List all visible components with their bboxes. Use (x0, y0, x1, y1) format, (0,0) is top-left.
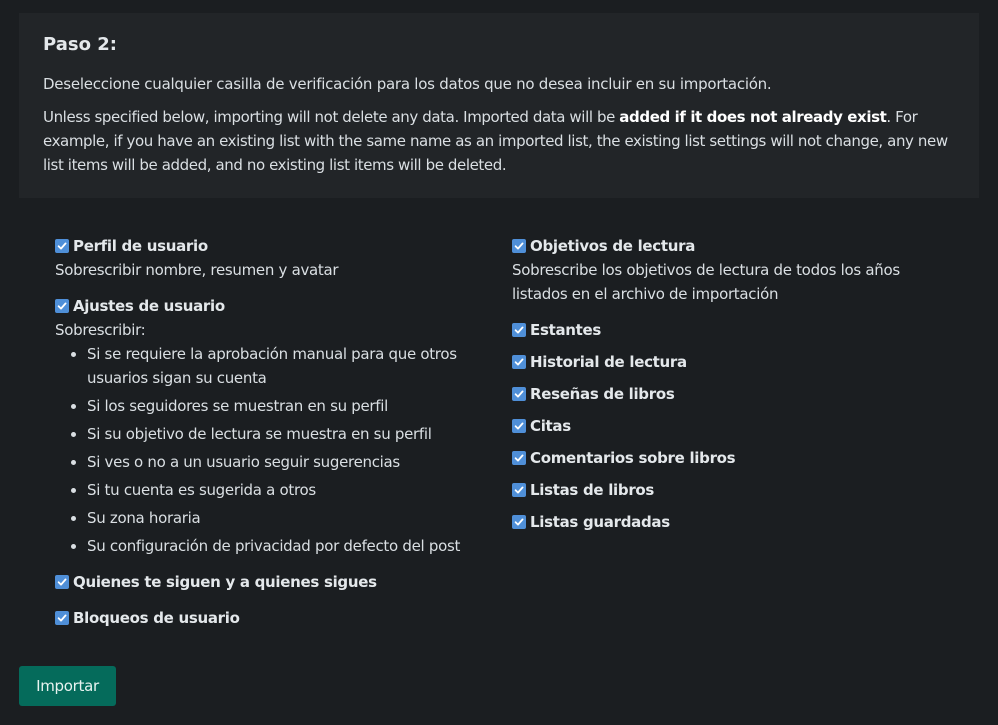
check-icon (514, 357, 524, 367)
reading-goals-description: Sobrescribe los objetivos de lectura de todos los años listados en el archivo de importación (512, 261, 900, 303)
quotes-label: Citas (530, 417, 571, 435)
blocks-checkbox[interactable] (55, 611, 69, 625)
user-profile-description: Sobrescribir nombre, resumen y avatar (55, 261, 339, 279)
option-book-comments[interactable] (512, 446, 942, 470)
book-lists-label: Listas de libros (530, 481, 655, 499)
option-reading-goals[interactable] (512, 234, 942, 258)
list-item: • Si tu cuenta es sugerida a otros (87, 478, 475, 502)
check-icon (514, 517, 524, 527)
step-info-panel (19, 13, 979, 198)
check-icon (514, 389, 524, 399)
book-comments-checkbox[interactable] (512, 451, 526, 465)
step-title: Paso 2: (43, 34, 117, 55)
reading-history-label: Historial de lectura (530, 353, 687, 371)
reading-goals-label: Objetivos de lectura (530, 237, 696, 255)
note-text-before: Unless specified below, importing will not delete any data. Imported data will be (43, 108, 620, 126)
list-item: • Si ves o no a un usuario seguir sugerencias (87, 450, 475, 474)
user-settings-label: Ajustes de usuario (73, 297, 225, 315)
check-icon (57, 613, 67, 623)
note-text-after: . For example, if you have an existing list with the same name as an imported list, the existing list settings will not change, any new list items will be added, and no existing list items will be deleted. (43, 108, 948, 174)
book-reviews-checkbox[interactable] (512, 387, 526, 401)
book-comments-label: Comentarios sobre libros (530, 449, 736, 467)
saved-lists-checkbox[interactable] (512, 515, 526, 529)
reading-history-checkbox[interactable] (512, 355, 526, 369)
shelves-label: Estantes (530, 321, 602, 339)
saved-lists-label: Listas guardadas (530, 513, 670, 531)
reading-goals-checkbox[interactable] (512, 239, 526, 253)
option-book-lists[interactable] (512, 478, 942, 502)
list-item: • Si se requiere la aprobación manual para que otros usuarios sigan su cuenta (87, 342, 475, 390)
import-button[interactable]: Importar (19, 666, 116, 706)
option-user-settings[interactable] (55, 294, 475, 318)
check-icon (57, 301, 67, 311)
option-saved-lists[interactable] (512, 510, 942, 534)
check-icon (514, 325, 524, 335)
list-item: • Si los seguidores se muestran en su perfil (87, 394, 475, 418)
user-profile-checkbox[interactable] (55, 239, 69, 253)
user-settings-list (55, 342, 475, 558)
check-icon (514, 241, 524, 251)
blocks-label: Bloqueos de usuario (73, 609, 240, 627)
check-icon (514, 485, 524, 495)
user-profile-label: Perfil de usuario (73, 237, 208, 255)
user-settings-description: Sobrescribir: (55, 321, 146, 339)
import-options-left (55, 234, 475, 638)
user-settings-checkbox[interactable] (55, 299, 69, 313)
option-user-profile[interactable] (55, 234, 475, 258)
book-reviews-label: Reseñas de libros (530, 385, 675, 403)
quotes-checkbox[interactable] (512, 419, 526, 433)
option-follows[interactable] (55, 570, 475, 594)
check-icon (514, 421, 524, 431)
check-icon (57, 241, 67, 251)
option-shelves[interactable] (512, 318, 942, 342)
list-item: • Su configuración de privacidad por defecto del post (87, 534, 475, 558)
follows-label: Quienes te siguen y a quienes sigues (73, 573, 377, 591)
check-icon (57, 577, 67, 587)
list-item: • Su zona horaria (87, 506, 475, 530)
option-blocks[interactable] (55, 606, 475, 630)
option-book-reviews[interactable] (512, 382, 942, 406)
option-quotes[interactable] (512, 414, 942, 438)
follows-checkbox[interactable] (55, 575, 69, 589)
note-emphasis: added if it does not already exist (619, 108, 887, 126)
book-lists-checkbox[interactable] (512, 483, 526, 497)
check-icon (514, 453, 524, 463)
step-intro: Deseleccione cualquier casilla de verificación para los datos que no desea incluir en su importación. (43, 75, 772, 93)
option-reading-history[interactable] (512, 350, 942, 374)
shelves-checkbox[interactable] (512, 323, 526, 337)
list-item: • Si su objetivo de lectura se muestra en su perfil (87, 422, 475, 446)
step-note (43, 105, 955, 177)
import-options-right (512, 234, 942, 542)
